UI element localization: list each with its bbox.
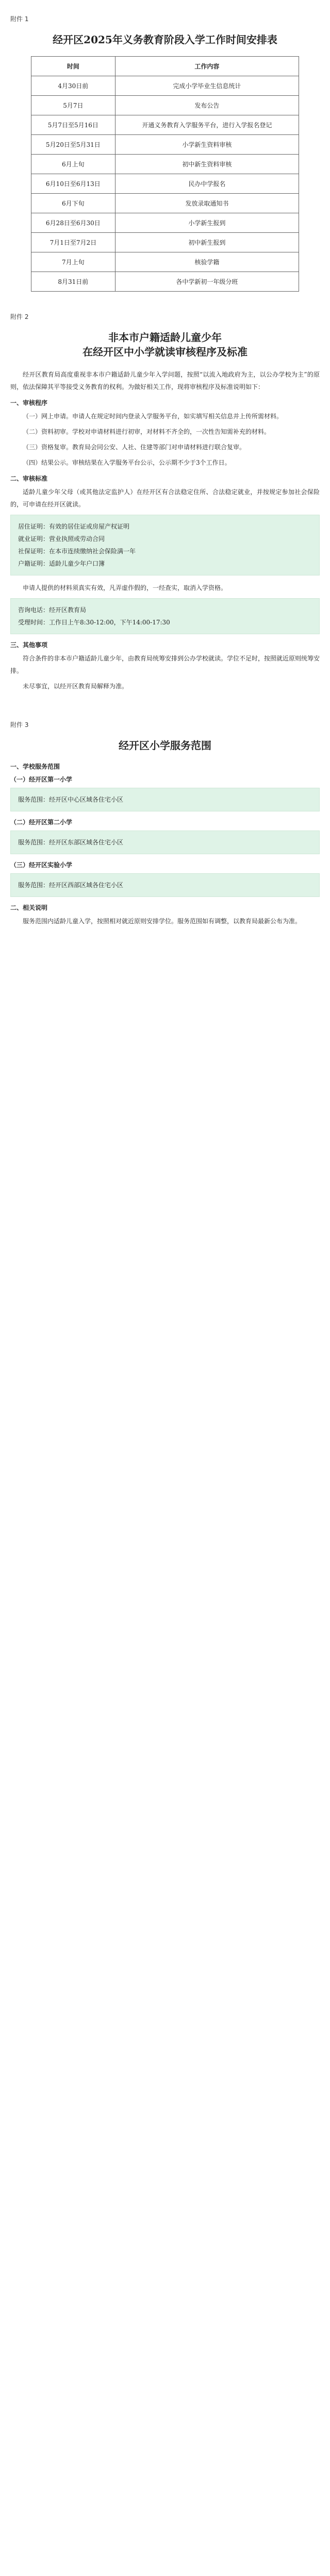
table-cell: 核验学籍 <box>115 252 299 272</box>
table-cell: 小学新生报到 <box>115 213 299 233</box>
table-row <box>31 135 299 155</box>
table-row <box>31 213 299 233</box>
highlight-line: 就业证明：营业执照或劳动合同 <box>18 535 105 543</box>
paragraph: 申请人提供的材料须真实有效，凡弄虚作假的，一经查实，取消入学资格。 <box>23 584 227 591</box>
table-header-cell: 工作内容 <box>115 57 299 76</box>
table-cell: 4月30日前 <box>31 76 116 96</box>
attachment-label: 附件 3 <box>10 721 29 728</box>
school-line: 服务范围：经开区中心区域各住宅小区 <box>18 796 124 803</box>
attachment-title-line: 在经开区中小学就读审核程序及标准 <box>82 346 248 358</box>
table-cell: 6月上旬 <box>31 155 116 174</box>
school-heading: （二）经开区第二小学 <box>10 819 73 826</box>
section-heading: 一、审核程序 <box>10 399 48 406</box>
table-header-row <box>31 57 299 76</box>
highlight-line: 户籍证明：适龄儿童少年户口簿 <box>18 560 105 567</box>
table-cell: 发布公告 <box>115 96 299 115</box>
table-header-cell: 时间 <box>31 57 116 76</box>
spacer <box>10 696 320 716</box>
document-page <box>10 0 320 941</box>
schedule-table <box>31 56 299 292</box>
table-cell: 完成小学毕业生信息统计 <box>115 76 299 96</box>
table-cell: 发放录取通知书 <box>115 194 299 213</box>
paragraph: 服务范围内适龄儿童入学，按照相对就近原则安排学位。服务范围如有调整，以教育局最新公布为准。 <box>23 918 302 925</box>
attachment-title <box>10 330 320 359</box>
table-row <box>31 76 299 96</box>
school-heading: （一）经开区第一小学 <box>10 776 73 783</box>
attachment-1 <box>10 14 320 292</box>
table-cell: 8月31日前 <box>31 272 116 292</box>
attachment-title: 经开区2025年义务教育阶段入学工作时间安排表 <box>53 33 277 46</box>
paragraph: 适龄儿童少年父母（或其他法定监护人）在经开区有合法稳定住所、合法稳定就业，并按规定参加社会保险的，可申请在经开区就读。 <box>10 488 320 508</box>
school-box <box>10 831 320 854</box>
attachment-label: 附件 1 <box>10 15 29 23</box>
paragraph: （一）网上申请。申请人在规定时间内登录入学服务平台，如实填写相关信息并上传所需材料。 <box>23 413 283 420</box>
table-cell: 初中新生资料审核 <box>115 155 299 174</box>
school-box <box>10 788 320 811</box>
table-cell: 6月下旬 <box>31 194 116 213</box>
paragraph: 符合条件的非本市户籍适龄儿童少年，由教育局统筹安排到公办学校就读。学位不足时，按照就近原则统筹安排。 <box>10 655 320 674</box>
table-row <box>31 252 299 272</box>
paragraph: （二）资料初审。学校对申请材料进行初审，对材料不齐全的，一次性告知需补充的材料。 <box>23 428 271 435</box>
table-cell: 5月20日至5月31日 <box>31 135 116 155</box>
table-row <box>31 96 299 115</box>
highlight-line: 咨询电话：经开区教育局 <box>18 606 87 614</box>
section-heading: 一、学校服务范围 <box>10 763 60 770</box>
paragraph: （四）结果公示。审核结果在入学服务平台公示，公示期不少于3个工作日。 <box>23 459 231 466</box>
school-heading: （三）经开区实验小学 <box>10 861 73 869</box>
table-cell: 7月上旬 <box>31 252 116 272</box>
table-row <box>31 272 299 292</box>
table-cell: 初中新生报到 <box>115 233 299 252</box>
highlight-line: 社保证明：在本市连续缴纳社会保险满一年 <box>18 548 136 555</box>
highlight-line: 受理时间：工作日上午8:30-12:00，下午14:00-17:30 <box>18 619 170 626</box>
highlight-box <box>10 515 320 575</box>
table-cell: 民办中学报名 <box>115 174 299 194</box>
attachment-2 <box>10 312 320 716</box>
paragraph: 未尽事宜，以经开区教育局解释为准。 <box>23 683 128 690</box>
table-cell: 6月10日至6月13日 <box>31 174 116 194</box>
section-heading: 二、相关说明 <box>10 904 48 911</box>
table-cell: 小学新生资料审核 <box>115 135 299 155</box>
school-line: 服务范围：经开区西部区域各住宅小区 <box>18 882 124 889</box>
attachment-title-line: 非本市户籍适龄儿童少年 <box>108 331 222 344</box>
highlight-line: 居住证明：有效的居住证或房屋产权证明 <box>18 523 130 530</box>
table-cell: 6月28日至6月30日 <box>31 213 116 233</box>
attachment-label: 附件 2 <box>10 313 29 320</box>
table-cell: 5月7日 <box>31 96 116 115</box>
paragraph: 经开区教育局高度重视非本市户籍适龄儿童少年入学问题，按照“以流入地政府为主，以公办学校为主”的原则，依法保障其平等接受义务教育的权利。为做好相关工作，现将审核程序及标准说明如下： <box>10 371 320 391</box>
highlight-box <box>10 598 320 634</box>
table-cell: 7月1日至7月2日 <box>31 233 116 252</box>
school-line: 服务范围：经开区东部区域各住宅小区 <box>18 839 124 846</box>
attachment-title: 经开区小学服务范围 <box>119 739 211 752</box>
section-heading: 三、其他事项 <box>10 641 48 649</box>
table-row <box>31 233 299 252</box>
table-cell: 各中学新初一年级分班 <box>115 272 299 292</box>
attachment-3 <box>10 720 320 927</box>
table-cell: 开通义务教育入学服务平台，进行入学报名登记 <box>115 115 299 135</box>
table-row <box>31 115 299 135</box>
school-box <box>10 873 320 897</box>
table-cell: 5月7日至5月16日 <box>31 115 116 135</box>
section-heading: 二、审核标准 <box>10 475 48 482</box>
table-row <box>31 194 299 213</box>
table-row <box>31 174 299 194</box>
table-row <box>31 155 299 174</box>
paragraph: （三）资格复审。教育局会同公安、人社、住建等部门对申请材料进行联合复审。 <box>23 444 246 451</box>
